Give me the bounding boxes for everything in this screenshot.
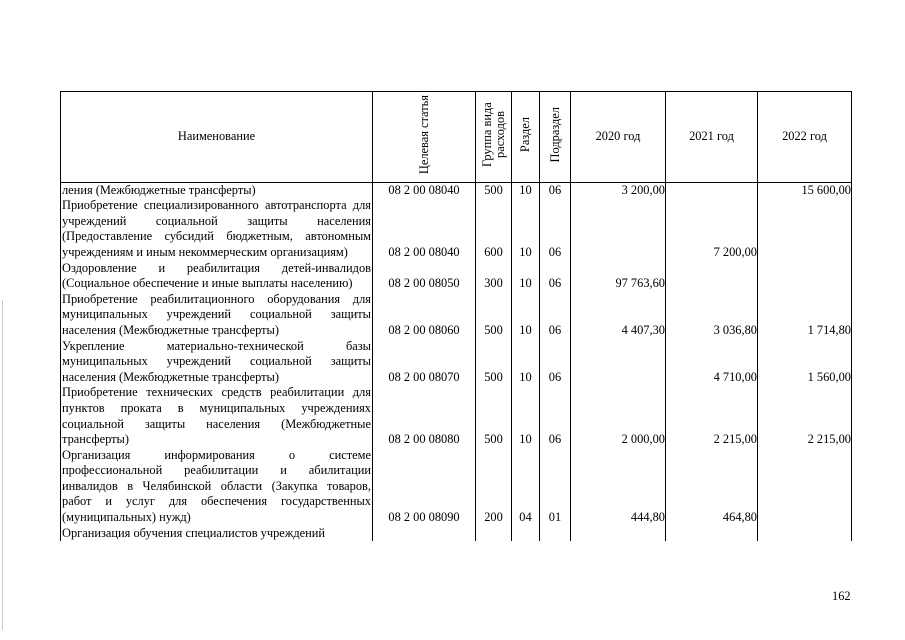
row-2020 (571, 526, 666, 542)
row-2022 (758, 261, 852, 292)
row-target: 08 2 00 08050 (373, 261, 476, 292)
row-section: 10 (512, 182, 540, 198)
table-row (61, 448, 852, 526)
row-group: 500 (476, 385, 512, 447)
row-name: Приобретение специализированного автотранспорта для учреждений социальной защиты населения (Предоставление субсидий бюджетным, автономным учреждениям и иным некоммерческим организациям) (62, 198, 371, 259)
row-2022: 1 560,00 (758, 339, 852, 386)
row-target: 08 2 00 08080 (373, 385, 476, 447)
row-section: 04 (512, 448, 540, 526)
header-2022: 2022 год (758, 92, 852, 183)
header-expense-group: Группа вида расходов (476, 92, 512, 183)
row-group: 600 (476, 198, 512, 260)
row-2021: 464,80 (666, 448, 758, 526)
row-name: Оздоровление и реабилитация детей-инвалидов (Социальное обеспечение и иные выплаты населению) (62, 260, 371, 291)
row-2022: 2 215,00 (758, 385, 852, 447)
scan-edge-line (2, 300, 3, 630)
table-row (61, 385, 852, 447)
row-group: 200 (476, 448, 512, 526)
header-2021: 2021 год (666, 92, 758, 183)
row-2020: 3 200,00 (571, 182, 666, 198)
row-subsection: 06 (540, 182, 571, 198)
row-2021 (666, 182, 758, 198)
row-subsection (540, 526, 571, 542)
header-name: Наименование (61, 92, 373, 183)
row-section: 10 (512, 385, 540, 447)
row-target: 08 2 00 08040 (373, 182, 476, 198)
row-name: Организация обучения специалистов учреждений (61, 526, 373, 542)
row-target: 08 2 00 08060 (373, 292, 476, 339)
row-target: 08 2 00 08090 (373, 448, 476, 526)
table-row (61, 526, 852, 542)
row-section: 10 (512, 292, 540, 339)
page-number: 162 (832, 589, 851, 603)
row-2022: 15 600,00 (758, 182, 852, 198)
table-row (61, 198, 852, 260)
row-name: Организация информирования о системе профессиональной реабилитации и абилитации инвалидов в Челябинской области (Закупка товаров, работ и услуг для обеспечения государственных (муниципальных) нужд) (62, 447, 371, 525)
row-subsection: 06 (540, 385, 571, 447)
budget-table (60, 91, 852, 541)
row-subsection: 06 (540, 339, 571, 386)
row-target: 08 2 00 08070 (373, 339, 476, 386)
row-2021: 7 200,00 (666, 198, 758, 260)
row-2020 (571, 198, 666, 260)
table-row (61, 261, 852, 292)
row-2020: 4 407,30 (571, 292, 666, 339)
row-name: Приобретение технических средств реабилитации для пунктов проката в муниципальных учреждениях социальной защиты населения (Межбюджетные трансферты) (62, 385, 371, 447)
row-2020 (571, 339, 666, 386)
row-group: 500 (476, 339, 512, 386)
row-subsection: 01 (540, 448, 571, 526)
row-target (373, 526, 476, 542)
row-target: 08 2 00 08040 (373, 198, 476, 260)
row-name: Укрепление материально-технической базы муниципальных учреждений социальной защиты населения (Межбюджетные трансферты) (62, 338, 371, 384)
row-2021: 3 036,80 (666, 292, 758, 339)
table-row (61, 292, 852, 339)
row-2020: 2 000,00 (571, 385, 666, 447)
row-2020: 97 763,60 (571, 261, 666, 292)
row-subsection: 06 (540, 292, 571, 339)
row-2022 (758, 526, 852, 542)
row-subsection: 06 (540, 198, 571, 260)
row-name: Приобретение реабилитационного оборудования для муниципальных учреждений социальной защиты населения (Межбюджетные трансферты) (62, 291, 371, 337)
row-group: 300 (476, 261, 512, 292)
row-2021 (666, 526, 758, 542)
row-2021: 2 215,00 (666, 385, 758, 447)
row-2021 (666, 261, 758, 292)
row-section (512, 526, 540, 542)
row-group: 500 (476, 292, 512, 339)
row-2021: 4 710,00 (666, 339, 758, 386)
row-section: 10 (512, 261, 540, 292)
row-name: ления (Межбюджетные трансферты) (61, 182, 373, 198)
row-2022 (758, 198, 852, 260)
header-target-article: Целевая статья (373, 92, 476, 183)
header-subsection: Подраздел (540, 92, 571, 183)
table-row (61, 339, 852, 386)
header-2020: 2020 год (571, 92, 666, 183)
table-header-row (61, 92, 852, 183)
row-2022 (758, 448, 852, 526)
row-section: 10 (512, 198, 540, 260)
table-row (61, 182, 852, 198)
row-group (476, 526, 512, 542)
row-section: 10 (512, 339, 540, 386)
header-section: Раздел (512, 92, 540, 183)
row-group: 500 (476, 182, 512, 198)
row-2020: 444,80 (571, 448, 666, 526)
row-subsection: 06 (540, 261, 571, 292)
row-2022: 1 714,80 (758, 292, 852, 339)
